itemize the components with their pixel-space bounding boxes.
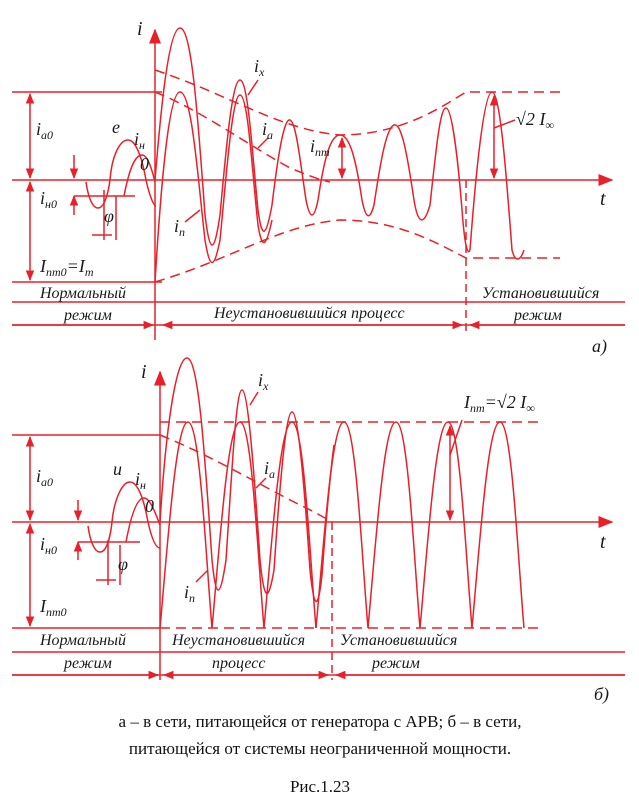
panel-b-ia0-label: $i_{a0}$	[36, 466, 54, 489]
panel-a-axis-t-label: t	[600, 188, 606, 210]
panel-a-region-normal-2: режим	[64, 307, 112, 324]
panel-b-inm0-label: $I_{nm0}$	[40, 596, 67, 619]
panel-a-in-wave	[155, 92, 272, 282]
figure-number: Рис.1.23	[289, 777, 351, 796]
panel-a-ix-label: $i_x$	[254, 56, 265, 79]
panel-a-ia0-label: $i_{a0}$	[36, 119, 54, 142]
panel-b-phi-label: φ	[118, 554, 128, 574]
panel-b-u-label: u	[113, 459, 122, 479]
panel-b-ix-wave	[160, 358, 334, 601]
caption-line-2: питающейся от системы неограниченной мощности.	[128, 739, 512, 758]
panel-a-sqrt-label: √2 $I_\infty$	[516, 109, 554, 132]
panel-b-region-normal-2: режим	[64, 655, 112, 672]
panel-a-tag: а)	[592, 336, 607, 356]
panel-b-in-label: $i_n$	[184, 582, 196, 605]
panel-b-region-steady-1: Установившийся	[340, 632, 458, 649]
panel-a-region-transient: Неустановившийся процесс	[214, 305, 405, 322]
panel-b-ih-wave	[126, 498, 160, 542]
panel-b-region-transient-1: Неустановившийся	[172, 632, 306, 649]
panel-b-region-transient-2: процесс	[212, 655, 266, 672]
panel-a-region-steady-2: режим	[514, 307, 562, 324]
panel-a-ih0-label: $i_{н0}$	[40, 188, 57, 211]
panel-b-tag: б)	[594, 684, 610, 704]
caption-line-1: а – в сети, питающейся от генератора с АРВ; б – в сети,	[118, 712, 522, 731]
panel-a-e-tail	[86, 180, 110, 208]
caption	[119, 712, 522, 796]
panel-a-ia-label: $i_a$	[262, 119, 274, 142]
panel-a-inm0-label: $I_{nm0}=I_m$	[40, 256, 94, 279]
panel-b-ix-label: $i_x$	[258, 370, 269, 393]
panel-a-axis-i-label: i	[137, 18, 143, 40]
panel-a-region-steady-1: Установившийся	[482, 285, 600, 302]
panel-a-inm-label: $i_{nm}$	[310, 136, 330, 159]
panel-b-ix-leader	[250, 392, 258, 405]
panel-b-labels	[36, 361, 609, 705]
panel-b-inm-leader	[450, 420, 462, 455]
panel-b-ia-label: $i_a$	[264, 458, 276, 481]
panel-a-lower-envelope	[155, 220, 560, 282]
panel-a-labels	[36, 18, 607, 357]
panel-a-sqrt-leader	[494, 120, 515, 128]
panel-b-ih0-label: $i_{н0}$	[40, 534, 57, 557]
panel-b-axis-t-label: t	[600, 531, 606, 553]
panel-b-region-steady-2: режим	[372, 655, 420, 672]
panel-a-in-label: $i_n$	[174, 216, 186, 239]
panel-b-steady-wave	[316, 422, 524, 628]
panel-a-ix-leader	[248, 80, 258, 95]
panel-a-in-leader	[185, 210, 200, 222]
panel-b-ih-label: $i_н$	[135, 469, 146, 492]
panel-a-ih-label: $i_н$	[134, 129, 145, 152]
panel-a-e-label: e	[112, 117, 120, 137]
panel-a-origin-label: 0	[140, 154, 149, 174]
panel-a-region-normal-1: Нормальный	[40, 285, 126, 302]
panel-b-axis-i-label: i	[141, 361, 147, 383]
panel-a-ia-decay	[155, 92, 330, 182]
panel-b-inm-label: $I_{nm}=√2$ $I_\infty$	[464, 392, 535, 415]
panel-a-phi-label: φ	[104, 206, 114, 226]
panel-b-in-leader	[196, 570, 208, 582]
panel-b-region-normal-1: Нормальный	[40, 632, 126, 649]
panel-b-origin-label: 0	[145, 496, 154, 516]
